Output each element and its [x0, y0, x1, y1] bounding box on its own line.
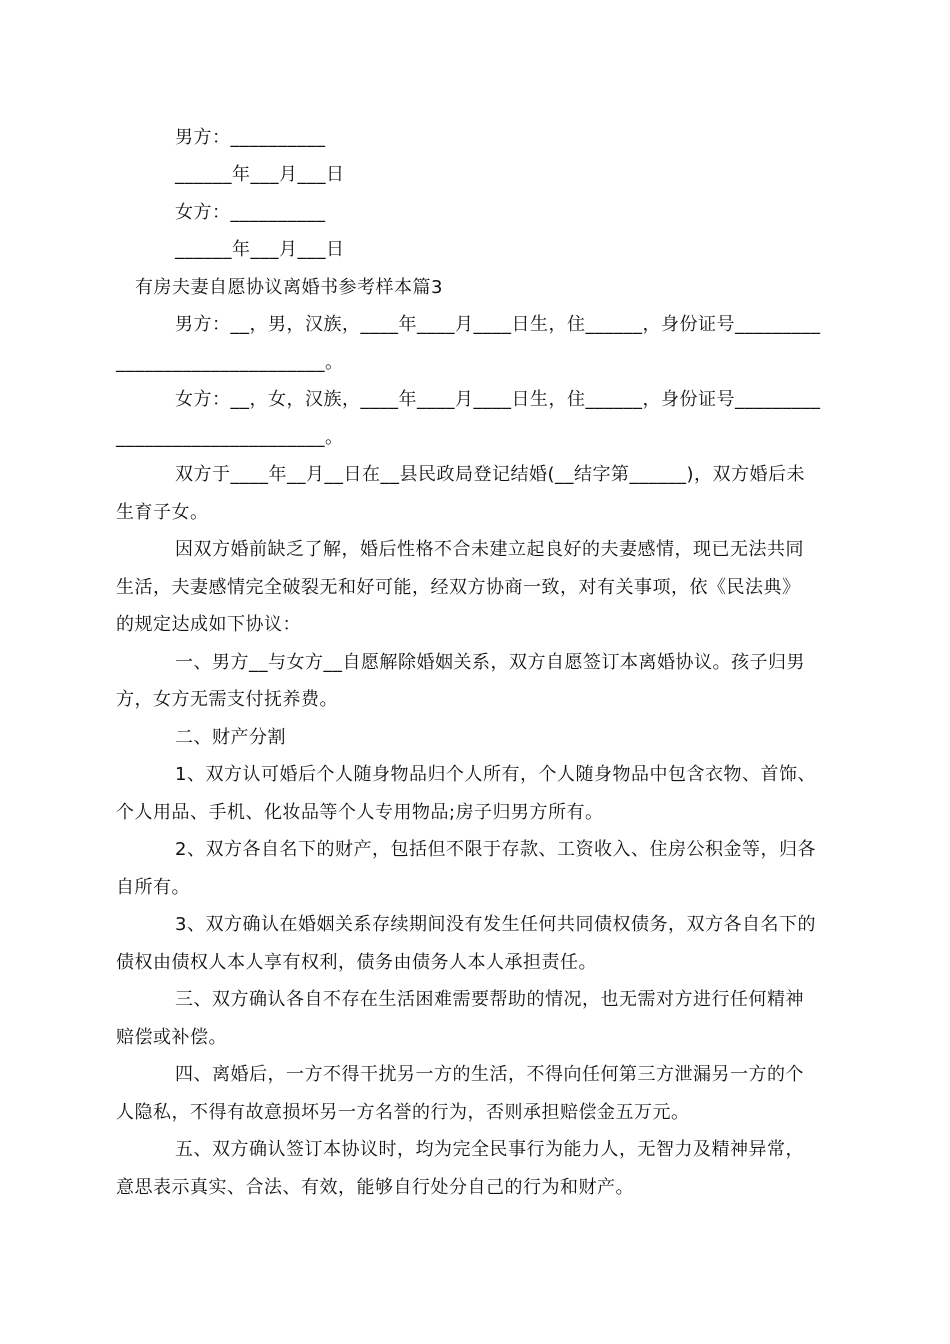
- clause-compensation: 三、双方确认各自不存在生活困难需要帮助的情况，也无需对方进行任何精神: [175, 989, 804, 1010]
- female-party-line-cont: ______________________。: [116, 427, 344, 448]
- property-item-2: 2、双方各自名下的财产，包括但不限于存款、工资收入、住房公积金等，归各: [175, 839, 816, 860]
- paragraph-reason-cont-2: 的规定达成如下协议：: [116, 614, 301, 635]
- male-party-line: 男方：__，男，汉族，____年____月____日生，住______，身份证号_________: [175, 314, 821, 335]
- female-date-line: ______年___月___日: [175, 239, 345, 260]
- paragraph-registration-cont: 生育子女。: [116, 502, 209, 523]
- property-item-1: 1、双方认可婚后个人随身物品归个人所有，个人随身物品中包含衣物、首饰、: [175, 764, 816, 785]
- male-party-line-cont: ______________________。: [116, 352, 344, 373]
- male-date-line: ______年___月___日: [175, 164, 345, 185]
- clause-property-heading: 二、财产分割: [175, 727, 286, 748]
- female-signature-line: 女方：__________: [175, 202, 326, 223]
- property-item-2-cont: 自所有。: [116, 877, 190, 898]
- property-item-3-cont: 债权由债权人本人享有权利，债务由债务人本人承担责任。: [116, 952, 597, 973]
- clause-capacity: 五、双方确认签订本协议时，均为完全民事行为能力人，无智力及精神异常，: [175, 1139, 804, 1160]
- section-title: 有房夫妻自愿协议离婚书参考样本篇3: [135, 277, 443, 298]
- clause-capacity-cont: 意思表示真实、合法、有效，能够自行处分自己的行为和财产。: [116, 1177, 634, 1198]
- clause-privacy: 四、离婚后，一方不得干扰另一方的生活，不得向任何第三方泄漏另一方的个: [175, 1064, 804, 1085]
- paragraph-registration: 双方于____年__月__日在__县民政局登记结婚(__结字第______)，双方婚后未: [175, 464, 806, 485]
- clause-divorce-cont: 方，女方无需支付抚养费。: [116, 689, 338, 710]
- clause-divorce: 一、男方__与女方__自愿解除婚姻关系，双方自愿签订本离婚协议。孩子归男: [175, 652, 805, 673]
- property-item-1-cont: 个人用品、手机、化妆品等个人专用物品;房子归男方所有。: [116, 802, 604, 823]
- property-item-3: 3、双方确认在婚姻关系存续期间没有发生任何共同债权债务，双方各自名下的: [175, 914, 816, 935]
- clause-privacy-cont: 人隐私，不得有故意损坏另一方名誉的行为，否则承担赔偿金五万元。: [116, 1102, 690, 1123]
- clause-compensation-cont: 赔偿或补偿。: [116, 1027, 227, 1048]
- male-signature-line: 男方：__________: [175, 127, 326, 148]
- paragraph-reason: 因双方婚前缺乏了解，婚后性格不合未建立起良好的夫妻感情，现已无法共同: [175, 539, 804, 560]
- female-party-line: 女方：__，女，汉族，____年____月____日生，住______，身份证号_________: [175, 389, 821, 410]
- paragraph-reason-cont-1: 生活，夫妻感情完全破裂无和好可能，经双方协商一致，对有关事项，依《民法典》: [116, 577, 801, 598]
